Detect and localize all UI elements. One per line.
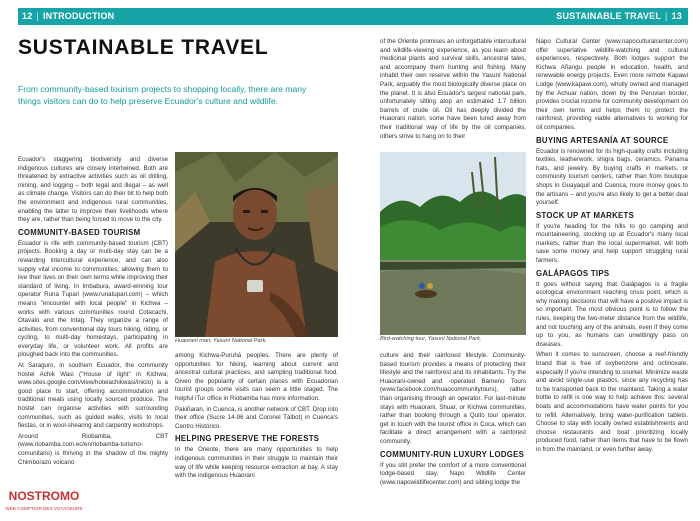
column-4 xyxy=(536,38,688,457)
right-page-header: SUSTAINABLE TRAVEL | 13 xyxy=(350,8,688,25)
heading-buying-artesania: BUYING ARTESANÍA AT SOURCE xyxy=(536,135,669,145)
watermark-tagline: WEB COMPTOIR DES VOYAGEURS xyxy=(5,506,83,511)
heading-stock-up-at-markets: STOCK UP AT MARKETS xyxy=(536,210,635,220)
column-1 xyxy=(18,156,168,469)
paragraph: At Saraguro, in southern Ecuador, the community hostel Achik Wasi ("House of light" in Kichwa; www.sites.google.com/view/hotelachikwasi/inicio) is a good place to start, offering accommodation and traditional meals using locally sourced produce. The hostel can organise activities with surrounding communities, such as guided walks, visits to local fiestas, or in wool-shearing and carpentry workshops. xyxy=(18,362,168,430)
heading-community-run-luxury-lodges: COMMUNITY-RUN LUXURY LODGES xyxy=(380,449,525,459)
column-3-top xyxy=(380,38,526,143)
heading-galapagos-tips: GALÁPAGOS TIPS xyxy=(536,268,610,278)
paragraph: If you still prefer the comfort of a more conventional lodge-based stay, Napo Wildlife Center (www.napowildlifecenter.com) and sibling lodge the xyxy=(380,461,526,486)
paragraph: Ecuador is renowned for its high-quality crafts including textiles, leatherwork, shigra bags, ceramics, Panama hats, and jewelry. By buying crafts in markets, or community tourism centers, rather than from boutique shops in Guayaquil and Cuenca, more money goes to the artisans – and you're also likely to get a better deal yourself. xyxy=(536,147,688,207)
paragraph: If you're heading for the hills to go camping and mountaineering, stocking up at Ecuador's many local markets, rather than the local supermarket, will both save some money and help support struggling rural farmers. xyxy=(536,222,688,265)
left-page-number: 12 xyxy=(22,11,33,21)
right-section-title: SUSTAINABLE TRAVEL xyxy=(556,11,662,21)
paragraph: In the Oriente, there are many opportunities to help indigenous communities in their struggle to maintain their way of life while keeping resource extraction at bay. A stay with the indigenous Huaorani xyxy=(175,446,338,480)
paragraph: Around Riobamba, CBT (www.riobamba.com.ec/en/riobamba-turismo-comunitario) is thriving in the shadow of the mighty Chimborazo volcano xyxy=(18,432,168,466)
paragraph: of the Oriente promises an unforgettable intercultural and wildlife-viewing experience, as you learn about medicinal plants and survival skills, ancestral tales, and accompany them hunting and fishing. Many inhabit their own reserve within the Yasuní National Park, arguably the most biologically diverse place on the planet. It is also Ecuador's largest national park, unfortunately sitting atop an estimated 1.7 billion barrels of crude oil. Oil has deeply divided the Huaorani nation; some have been lured away from their traditional way of life by the oil companies, others strive to hang on to their xyxy=(380,38,526,140)
intro-text: From community-based tourism projects to shopping locally, there are many things visitors can do to help preserve Ecuador's culture and wildlife. xyxy=(18,84,307,106)
huaorani-man-photo xyxy=(175,152,338,337)
right-page-number: 13 xyxy=(671,11,682,21)
column-3-bottom xyxy=(380,352,526,489)
paragraph: Napo Cultural Center (www.napoculturalcenter.com) offer superlative wildlife-watching and cultural experiences, respectively. Both lodges support the Kichwa Añangu people in education, health, and renewable energy projects. Even more remote Kapawi Lodge (www.kapawi.com), wholly owned and managed by the Achuar nation, down by the Peruvian border, provides crucial income for community development on their own terms and helps them to protect the rainforest, providing viable alternatives to working for oil companies. xyxy=(536,38,688,131)
left-page-header: 12 | INTRODUCTION xyxy=(18,8,350,25)
paragraph: culture and their rainforest lifestyle. Community-based tourism provides a means of protecting their lifestyle and the rainforest and its inhabitants. Try the Huaorani-owned and -operated Bameno Tours (www.facebook.com/huaocommunitytours), rather than organising through an operator. For last-minute stays with Huaorani, Shuar, or Kichwa communities, rather than booking through a Quito tour operator, get in touch with the tourist office in Coca, which can facilitate a direct arrangement with a rainforest community. xyxy=(380,352,526,445)
page-title: SUSTAINABLE TRAVEL xyxy=(18,36,269,59)
paragraph: When it comes to sunscreen, choose a reef-friendly brand that is free of oxybenzone and octinoxate, especially if you're intending to snorkel. Minimize waste and avoid single-use plastics, since any recycling has to be transported back to the mainland. Taking a water bottle to refill is one way to help achieve this: several boats and accommodations have water points for you to refill. Alternatively, bring water-purification tablets. Choose to stay with locally owned establishments and choose restaurants and boat prioritizing locally produced food, rather than items that have to be flown in from the mainland, or even further away. xyxy=(536,351,688,453)
paragraph: Ecuador is rife with community-based tourism (CBT) projects. Booking a day or multi-day stay can be a rewarding intercultural experience, and can also supply vital income to communities, allowing them to live their lives on their own terms while improving their standard of living. In Imbabura, award-winning tour operator Runa Tupari (www.runatupari.com) – which means "encounter with local people" in Kichwa – works with various communities round Cotacachi, Otavalo and the Intag. They organize a range of activities, from conventional day tours hiking, riding, or cycling, to multi-day homestays, participating in everyday life, or volunteer work. All profits are ploughed back into the communities. xyxy=(18,239,168,359)
watermark-name: NOSTROMO xyxy=(8,489,80,503)
left-section-title: INTRODUCTION xyxy=(42,11,115,21)
paragraph: Ecuador's staggering biodiversity and diverse indigenous cultures are closely intertwined. Both are threatened by extractive activities such as oil drilling, mining, and logging – both legal and illegal – as well as climate change. Visitors can do their bit to help both the environment and indigenous rural communities, enabling the latter to improve their livelihoods where they are, rather than being forced to move to the city. xyxy=(18,156,168,224)
heading-helping-preserve-forests: HELPING PRESERVE THE FORESTS xyxy=(175,434,320,444)
column-2 xyxy=(175,352,338,483)
photo-caption: Bird-watching tour, Yasuní National Park. xyxy=(380,336,482,342)
paragraph: It goes without saying that Galápagos is a fragile ecological environment reaching crisis point, which is why making decisions that will have a positive impact is so important. The most obvious point is to follow the rules, keeping the two-meter distance from the wildlife, and not touching any of the animals, even if they come up to you, as humans can unwittingly pass on diseases. xyxy=(536,280,688,348)
paragraph: Pakiñaran, in Cuenca, is another network of CBT. Drop into their office (Sucre 14-96 and Coronel Tálbot) in Cuenca's Centro Histórico. xyxy=(175,405,338,430)
paragraph: among Kichwa-Puruhá peoples. There are plenty of opportunities for hiking, learning about current and ancestral cultural practices, and sampling traditional food. Given the popularity of certain places with Ecuadorian tourist groups some visits can seem a little staged. The helpful iTur office in Riobamba has more information. xyxy=(175,352,338,402)
photo-caption: Huaorani man, Yasuní National Park. xyxy=(175,338,267,344)
bird-watching-photo xyxy=(380,152,526,335)
nostromo-watermark-logo xyxy=(4,484,84,517)
heading-community-based-tourism: COMMUNITY-BASED TOURISM xyxy=(18,227,141,237)
